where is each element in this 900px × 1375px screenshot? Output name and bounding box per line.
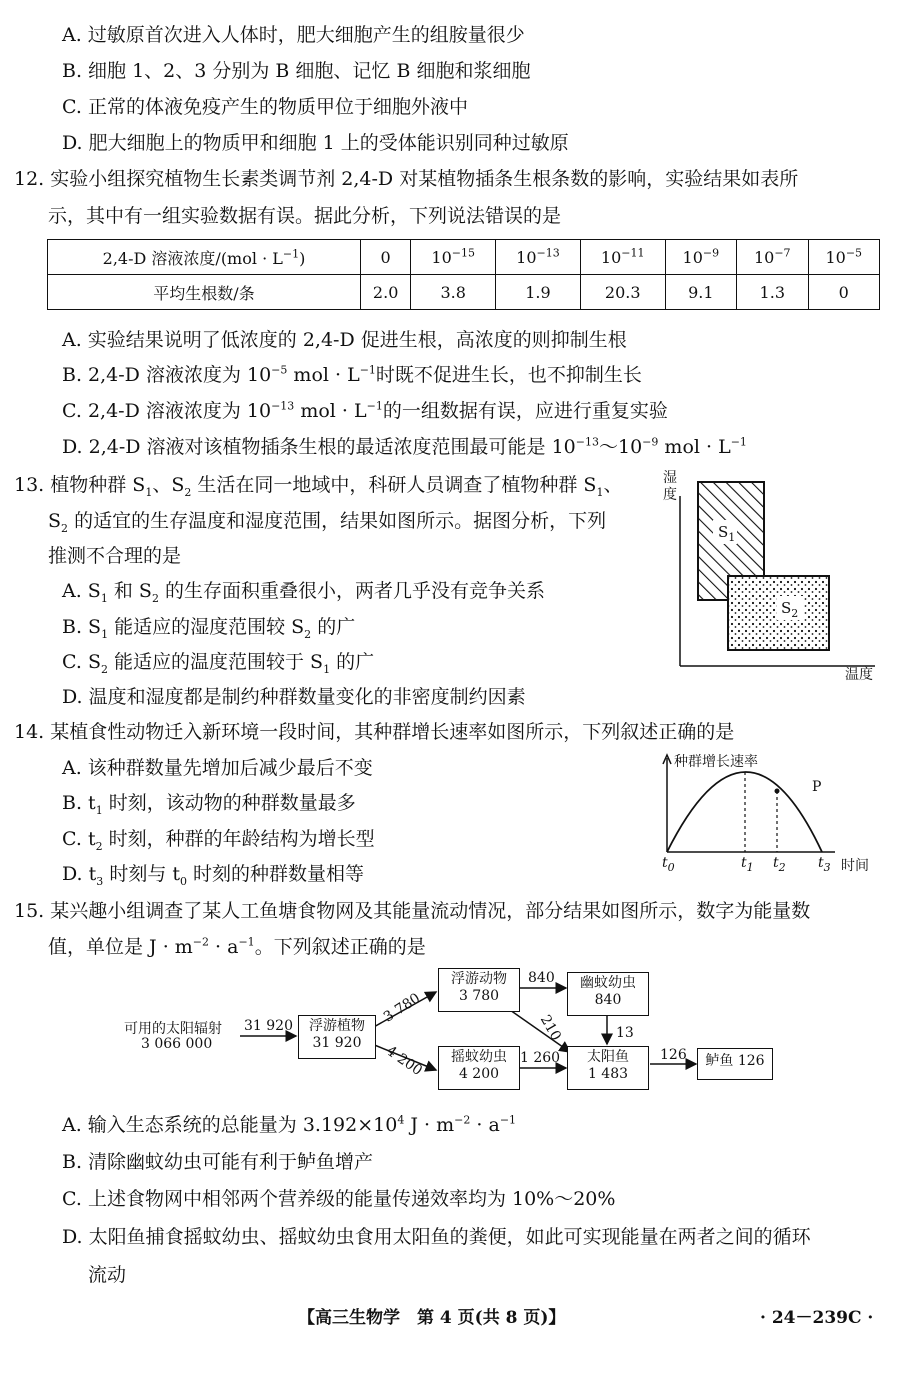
q15-edge-sunfish-perch: 126 — [660, 1047, 687, 1063]
q15-node-perch: 鲈鱼 126 — [697, 1048, 773, 1080]
q12-option-a: A. 实验结果说明了低浓度的 2,4-D 促进生根，高浓度的则抑制生根 — [62, 329, 627, 351]
q15-sun-label: 可用的太阳辐射 — [124, 1021, 222, 1037]
table-cell: 1.9 — [496, 275, 581, 310]
q13-niche-figure — [660, 468, 885, 686]
q13-fig-x-label: 温度 — [845, 667, 873, 683]
table-header-concentration: 2,4-D 溶液浓度$/(mol \cdot L^{-1})$ — [48, 240, 361, 275]
table-row — [48, 240, 880, 275]
q14-option-b: B. $t_1$ 时刻，该动物的种群数量最多 — [62, 792, 356, 817]
q14-fig-t1-label: $t_1$ — [741, 855, 754, 874]
q15-edge-animal-damsel: 840 — [528, 970, 555, 986]
table-cell: 0 — [808, 275, 880, 310]
q13-fig-s2-label: $S_2$ — [781, 599, 799, 620]
q12-data-table — [47, 239, 880, 310]
q11-option-b: B. 细胞 1、2、3 分别为 B 细胞、记忆 B 细胞和浆细胞 — [62, 60, 531, 82]
q13-option-b: B. $S_1$ 能适应的湿度范围较 $S_2$ 的广 — [62, 616, 356, 641]
q14-option-a: A. 该种群数量先增加后减少最后不变 — [62, 757, 373, 779]
q12-option-b: B. 2,4-D 溶液浓度为 $10^{-5}$ mol · $L^{-1}$时既不促进生长，也不抑制生长 — [62, 363, 642, 386]
q12-stem-line1: 12. 实验小组探究植物生长素类调节剂 2,4-D 对某植物插条生根条数的影响，实验结果如表所 — [14, 168, 799, 190]
q13-fig-s1-label: $S_1$ — [718, 523, 736, 544]
q12-stem-line2: 示，其中有一组实验数据有误。据此分析，下列说法错误的是 — [48, 205, 562, 227]
q15-option-c: C. 上述食物网中相邻两个营养级的能量传递效率均为 10%～20% — [62, 1188, 616, 1210]
table-cell: $10^{-11}$ — [580, 240, 665, 275]
q15-stem-line1: 15. 某兴趣小组调查了某人工鱼塘食物网及其能量流动情况，部分结果如图所示，数字为能量数 — [14, 900, 811, 922]
q15-edge-damsel-sunfish: 13 — [616, 1025, 634, 1041]
table-cell: 20.3 — [580, 275, 665, 310]
page-footer-center: 【高三生物学 第 4 页(共 8 页)】 — [298, 1308, 566, 1328]
q13-fig-y-label: 湿度 — [663, 470, 677, 503]
table-cell: 9.1 — [665, 275, 736, 310]
q14-fig-t0-label: $t_0$ — [662, 855, 675, 874]
q11-option-a: A. 过敏原首次进入人体时，肥大细胞产生的组胺量很少 — [62, 24, 525, 46]
q14-fig-y-label: 种群增长速率 — [674, 754, 758, 770]
q14-fig-x-label: 时间 — [841, 858, 869, 874]
q15-sun-arrow-value: 31 920 — [244, 1018, 293, 1034]
q13-option-d: D. 温度和湿度都是制约种群数量变化的非密度制约因素 — [62, 686, 526, 708]
q15-sun-value: 3 066 000 — [141, 1036, 213, 1052]
table-cell: 0 — [361, 240, 411, 275]
q11-option-c: C. 正常的体液免疫产生的物质甲位于细胞外液中 — [62, 96, 468, 118]
q15-edge-plant-animal: 3 780 — [380, 990, 424, 1026]
q14-option-d: D. $t_3$ 时刻与 $t_0$ 时刻的种群数量相等 — [62, 863, 365, 888]
q15-option-b: B. 清除幽蚊幼虫可能有利于鲈鱼增产 — [62, 1151, 374, 1173]
q13-option-a: A. $S_1$ 和 $S_2$ 的生存面积重叠很小，两者几乎没有竞争关系 — [62, 580, 545, 605]
table-cell: $10^{-5}$ — [808, 240, 880, 275]
q14-stem: 14. 某植食性动物迁入新环境一段时间，其种群增长速率如图所示，下列叙述正确的是 — [14, 721, 735, 743]
q13-stem-line3: 推测不合理的是 — [48, 545, 182, 567]
q15-node-sunfish: 太阳鱼 1 483 — [567, 1046, 649, 1090]
page-footer-code: · 24－239C · — [760, 1308, 874, 1328]
q14-option-c: C. $t_2$ 时刻，种群的年龄结构为增长型 — [62, 828, 375, 853]
q12-option-c: C. 2,4-D 溶液浓度为 $10^{-13}$ mol · $L^{-1}$的一组数据有误，应进行重复实验 — [62, 399, 668, 422]
table-row — [48, 275, 880, 310]
q15-edge-animal-sunfish: 210 — [536, 1012, 564, 1044]
q13-option-c: C. $S_2$ 能适应的温度范围较于 $S_1$ 的广 — [62, 651, 375, 676]
q13-stem-line1: 13. 植物种群 $S_1$、$S_2$ 生活在同一地域中，科研人员调查了植物种群 $S_1$、 — [14, 474, 623, 499]
table-header-roots: 平均生根数/条 — [48, 275, 361, 310]
table-cell: $10^{-13}$ — [496, 240, 581, 275]
q15-node-plankton-plant: 浮游植物 31 920 — [298, 1015, 376, 1059]
q15-option-d-line1: D. 太阳鱼捕食摇蚊幼虫、摇蚊幼虫食用太阳鱼的粪便，如此可实现能量在两者之间的循环 — [62, 1226, 811, 1248]
q15-node-plankton-animal: 浮游动物 3 780 — [438, 968, 520, 1012]
table-cell: 3.8 — [411, 275, 496, 310]
q15-edge-midge-sunfish: 1 260 — [520, 1050, 561, 1066]
table-cell: 2.0 — [361, 275, 411, 310]
q15-edge-plant-midge: 4 200 — [383, 1042, 426, 1080]
q15-option-a: A. 输入生态系统的总能量为 $3.192\times 10^4$ $J \cdot m^{-2} \cdot a^{-1}$ — [62, 1113, 517, 1136]
q13-stem-line2: $S_2$ 的适宜的生存温度和湿度范围，结果如图所示。据图分析，下列 — [48, 510, 607, 535]
q11-option-d: D. 肥大细胞上的物质甲和细胞 1 上的受体能识别同种过敏原 — [62, 132, 569, 154]
q15-option-d-line2: 流动 — [88, 1264, 127, 1286]
table-cell: $10^{-9}$ — [665, 240, 736, 275]
q15-node-midge-larva: 摇蚊幼虫 4 200 — [438, 1046, 520, 1090]
table-cell: $10^{-15}$ — [411, 240, 496, 275]
q12-option-d: D. 2,4-D 溶液对该植物插条生根的最适浓度范围最可能是 $10^{-13}\sim 10^{-9}$ mol · $L^{-1}$ — [62, 435, 747, 458]
q15-stem-line2: 值，单位是 $J \cdot m^{-2} \cdot a^{-1}$。下列叙述正确的是 — [48, 935, 426, 958]
q15-node-phantom-midge-larva: 幽蚊幼虫 840 — [567, 972, 649, 1016]
q14-fig-t3-label: $t_3$ — [818, 855, 831, 874]
q14-fig-t2-label: $t_2$ — [773, 855, 786, 874]
table-cell: 1.3 — [737, 275, 808, 310]
q14-fig-p-label: P — [812, 779, 822, 795]
table-cell: $10^{-7}$ — [737, 240, 808, 275]
